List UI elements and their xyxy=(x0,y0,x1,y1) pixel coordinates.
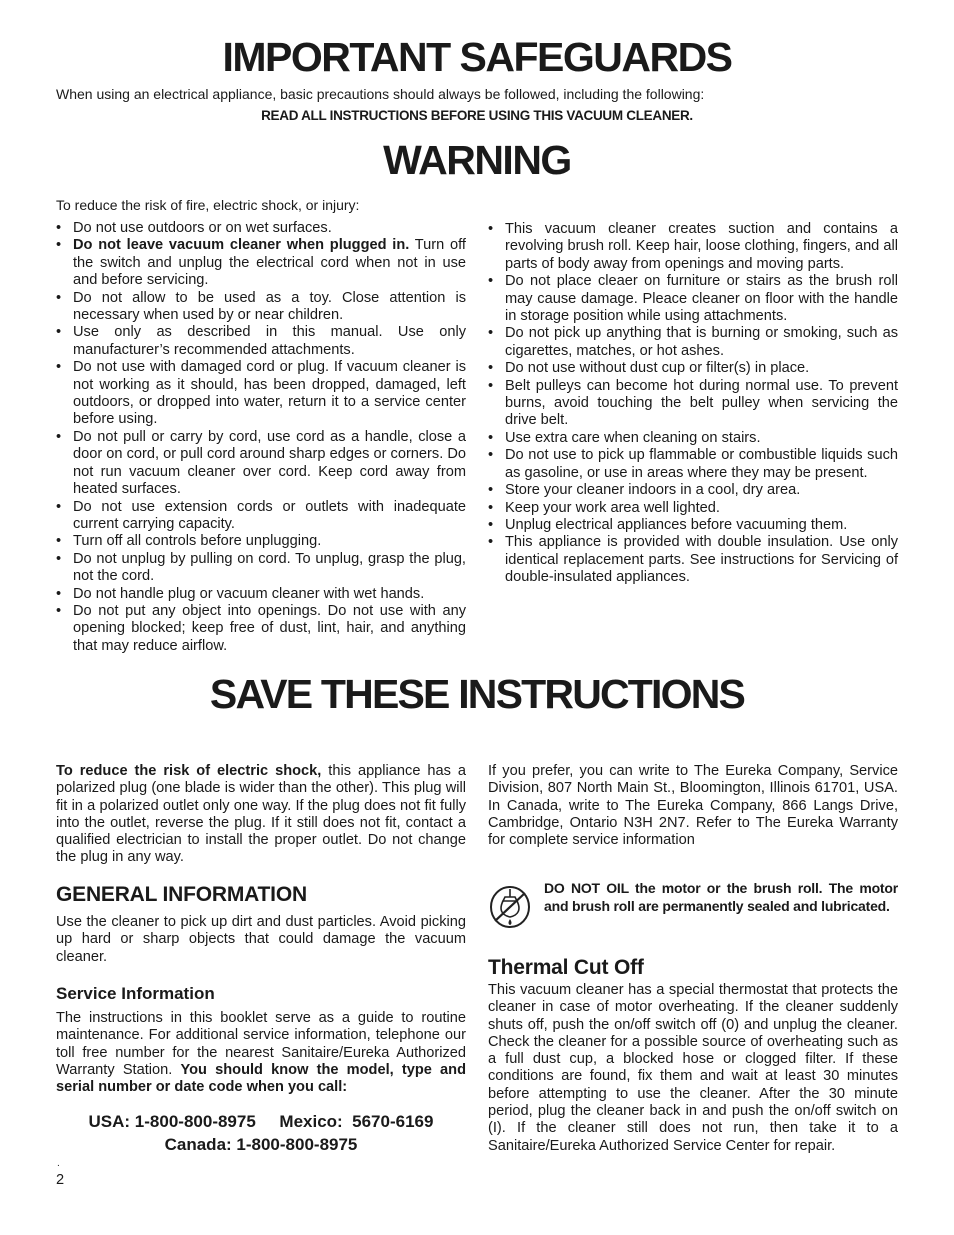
list-item xyxy=(488,430,898,447)
shock-text: this appliance has a polarized plug (one blade is wider than the other). This plug will fit in a polarized outlet only one way. If the plug does not fit fully into the outlet, reverse the plug. If it still does not fit, contact a qualified electrician to install the proper outlet. Do not change the plug in any way. xyxy=(56,763,466,866)
list-item-text: Use extra care when cleaning on stairs. xyxy=(505,429,761,446)
service-bold: You should know the model, type and serial number or date code when you call: xyxy=(56,1061,466,1096)
warning-lead: To reduce the risk of fire, electric shock, or injury: xyxy=(56,197,360,213)
phone-line-usa-mexico: USA: 1-800-800-8975 Mexico: 5670-6169 xyxy=(88,1112,434,1131)
warning-list-right xyxy=(488,221,898,587)
list-item-text: Do not use to pick up flammable or combustible liquids such as gasoline, or use in areas where they may be present. xyxy=(505,447,898,481)
page-title: IMPORTANT SAFEGUARDS xyxy=(222,34,732,80)
thermal-heading: Thermal Cut Off xyxy=(488,956,644,979)
list-item-text: Do not use outdoors or on wet surfaces. xyxy=(73,220,332,236)
list-item xyxy=(488,534,898,586)
list-item xyxy=(56,290,466,325)
list-item xyxy=(488,360,898,377)
list-item-text: Do not unplug by pulling on cord. To unplug, grasp the plug, not the cord. xyxy=(73,550,466,585)
list-item xyxy=(56,586,466,603)
general-heading: GENERAL INFORMATION xyxy=(56,883,307,906)
list-item-text: Turn off all controls before unplugging. xyxy=(73,533,322,550)
no-oil-icon xyxy=(489,883,531,929)
no-oil-notice: DO NOT OIL the motor or the brush roll. The motor and brush roll are permanently sealed and lubricated. xyxy=(544,880,898,914)
list-item-text: Do not allow to be used as a toy. Close attention is necessary when used by or near children. xyxy=(73,289,466,324)
list-item-text: Keep your work area well lighted. xyxy=(505,499,720,516)
list-item-text: Do not handle plug or vacuum cleaner with wet hands. xyxy=(73,585,425,602)
footer-dot: . xyxy=(57,1158,60,1169)
list-item xyxy=(56,429,466,499)
warning-title: WARNING xyxy=(383,137,571,183)
list-item-text: Do not use without dust cup or filter(s) in place. xyxy=(505,360,810,377)
list-item xyxy=(56,533,466,550)
list-item-text: Do not use extension cords or outlets with inadequate current carrying capacity. xyxy=(73,498,466,532)
save-title: SAVE THESE INSTRUCTIONS xyxy=(209,671,745,717)
list-item-text: Do not use with damaged cord or plug. If vacuum cleaner is not working as it should, has been dropped, damaged, left outdoors, or dropped into water, return it to a service center before using. xyxy=(73,359,466,428)
list-item xyxy=(488,273,898,325)
list-item-bold: Do not leave vacuum cleaner when plugged in. xyxy=(73,237,410,254)
list-item xyxy=(56,359,466,429)
warning-list-left xyxy=(56,220,466,655)
write-paragraph: If you prefer, you can write to The Eureka Company, Service Division, 807 North Main St., Bloomington, Illinois 61701, USA. In Canada, write to The Eureka Company, 866 Langs Drive, Cambridge, Ontario N3H 2N7. Refer to The Eureka Warranty for complete service information xyxy=(488,763,898,849)
list-item xyxy=(56,220,466,237)
page-number: 2 xyxy=(56,1172,65,1188)
list-item xyxy=(56,324,466,359)
list-item-text: Store your cleaner indoors in a cool, dry area. xyxy=(505,482,801,499)
list-item-text: Do not pick up anything that is burning or smoking, such as cigarettes, matches, or hot ashes. xyxy=(505,325,898,359)
list-item-text: Unplug electrical appliances before vacuuming them. xyxy=(505,516,848,533)
general-text: Use the cleaner to pick up dirt and dust particles. Avoid picking up hard or sharp objects that could damage the vacuum cleaner. xyxy=(56,914,466,965)
read-all-notice: READ ALL INSTRUCTIONS BEFORE USING THIS VACUUM CLEANER. xyxy=(261,108,693,123)
list-item xyxy=(488,221,898,273)
list-item-text: This vacuum cleaner creates suction and contains a revolving brush roll. Keep hair, loose clothing, fingers, and all parts of body away from openings and moving parts. xyxy=(505,221,898,272)
phone-line-canada: Canada: 1-800-800-8975 xyxy=(164,1135,358,1154)
shock-bold: To reduce the risk of electric shock, xyxy=(56,763,322,779)
list-item-text: Do not pull or carry by cord, use cord as a handle, close a door on cord, or pull cord around sharp edges or corners. Do not run vacuum cleaner over cord. Keep cord away from heated surfaces. xyxy=(73,428,466,498)
list-item xyxy=(56,603,466,655)
list-item xyxy=(488,378,898,430)
list-item-text: This appliance is provided with double insulation. Use only identical replacement parts. See instructions for Servicing of double-insulated appliances. xyxy=(505,534,898,586)
intro-text: When using an electrical appliance, basic precautions should always be followed, including the following: xyxy=(56,86,705,102)
list-item-text: Turn off the switch and unplug the electrical cord when not in use and before servicing. xyxy=(73,237,466,289)
service-text xyxy=(56,1010,466,1096)
list-item xyxy=(56,499,466,534)
list-item xyxy=(56,551,466,586)
list-item xyxy=(488,325,898,360)
list-item-text: Do not put any object into openings. Do not use with any opening blocked; keep free of dust, lint, hair, and anything that may reduce airflow. xyxy=(73,602,466,654)
shock-paragraph xyxy=(56,763,466,867)
service-body: The instructions in this booklet serve as a guide to routine maintenance. For additional service information, telephone our toll free number for the nearest Sanitaire/Eureka Authorized Warranty Station. xyxy=(56,1010,466,1078)
list-item xyxy=(488,482,898,499)
list-item-text: Do not place cleaer on furniture or stairs as the brush roll may cause damage. Pleace cleaner on floor with the handle in storage position while using attachments. xyxy=(505,273,898,325)
list-item xyxy=(56,237,466,289)
list-item xyxy=(488,500,898,517)
thermal-text: This vacuum cleaner has a special thermostat that protects the cleaner in case of motor overheating. If the cleaner suddenly shuts off, push the on/off switch off (0) and unplug the cleaner. Check the cleaner for a possible source of overheating such as a full dust cup, a blocked hose or clogged filter. If these conditions are found, fix them and wait at least 30 minutes before attempting to use the cleaner. After the 30 minute period, plug the cleaner back in and push the on/off switch on (I). If the cleaner still does not run, then take it to a Sanitaire/Eureka Authorized Service Center for repair. xyxy=(488,982,898,1154)
list-item-text: Use only as described in this manual. Use only manufacturer’s recommended attachments. xyxy=(73,324,466,358)
list-item-text: Belt pulleys can become hot during normal use. To prevent burns, avoid touching the belt pulley when servicing the drive belt. xyxy=(505,377,898,429)
list-item xyxy=(488,517,898,534)
list-item xyxy=(488,447,898,482)
service-heading: Service Information xyxy=(56,984,215,1003)
